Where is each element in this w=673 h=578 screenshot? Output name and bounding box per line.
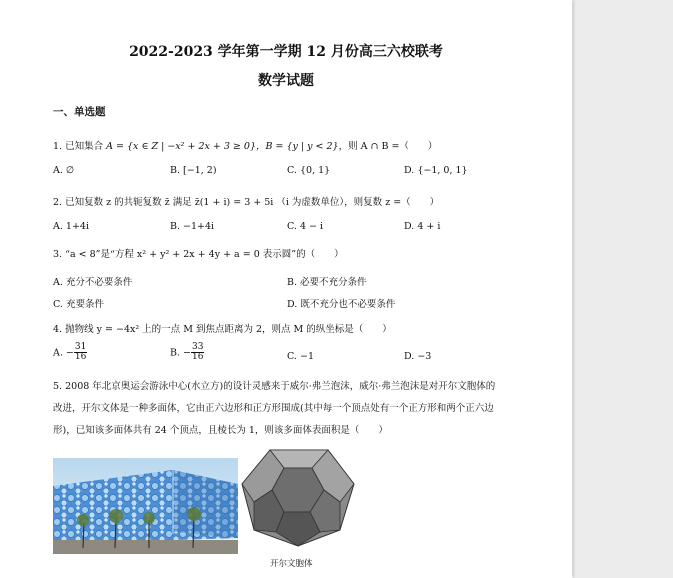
- option-b[interactable]: B. −1+4i: [170, 221, 215, 232]
- question-text: 抛物线 y = −4x² 上的一点 M 到焦点距离为 2，则点 M 的纵坐标是（ ）: [65, 324, 392, 335]
- option-b[interactable]: B. 必要不充分条件: [287, 277, 367, 288]
- water-cube-photo: [53, 458, 238, 554]
- set-a: A = {x ∈ Z | −x² + 2x + 3 ≥ 0}: [106, 141, 256, 152]
- set-b: ，B = {y | y < 2}: [256, 141, 339, 152]
- question-2: [53, 194, 439, 208]
- question-text: “a < 8”是“方程 x² + y² + 2x + 4y + a = 0 表示圆”的（ ）: [65, 249, 344, 260]
- option-c[interactable]: C. −1: [287, 351, 314, 362]
- question-number: 4.: [53, 324, 63, 335]
- exam-title: 2022-2023 学年第一学期 12 月份高三六校联考: [129, 44, 443, 60]
- option-c[interactable]: C. 充要条件: [53, 299, 104, 310]
- question-1: [53, 138, 437, 152]
- question-5-line-1: 5. 2008 年北京奥运会游泳中心(水立方)的设计灵感来于威尔·弗兰泡沫，威尔·弗兰泡沫是对开尔文胞体的: [53, 381, 496, 392]
- question-5-line-2: 改进，开尔文体是一种多面体，它由正六边形和正方形围成(其中每一个顶点处有一个正方形和两个正六边: [53, 403, 494, 414]
- question-number: 2.: [53, 197, 63, 208]
- option-c[interactable]: C. {0, 1}: [287, 165, 331, 176]
- question-text: 已知集合: [65, 141, 104, 152]
- option-d[interactable]: D. {−1, 0, 1}: [404, 165, 468, 176]
- option-a[interactable]: A. − $\frac{31}{16}$: [53, 342, 87, 363]
- figure-caption: 开尔文胞体: [270, 559, 313, 569]
- question-number: 1.: [53, 141, 63, 152]
- option-d[interactable]: D. −3: [404, 351, 432, 362]
- question-number: 5.: [53, 381, 63, 392]
- exam-subject-title: 数学试题: [258, 73, 314, 89]
- viewer-background: [573, 0, 673, 578]
- option-a[interactable]: A. 1+4i: [53, 221, 90, 232]
- option-a[interactable]: A. ∅: [53, 165, 75, 176]
- question-5-line-3: 形)，已知该多面体共有 24 个顶点，且棱长为 1，则该多面体表面积是（ ）: [53, 425, 388, 436]
- option-b[interactable]: B. − $\frac{33}{16}$: [170, 342, 204, 363]
- question-tail: ，则 A ∩ B =（ ）: [338, 141, 438, 152]
- kelvin-cell-figure: [240, 446, 358, 550]
- option-d[interactable]: D. 既不充分也不必要条件: [287, 299, 396, 310]
- option-d[interactable]: D. 4 + i: [404, 221, 441, 232]
- question-3: [53, 246, 344, 260]
- option-a[interactable]: A. 充分不必要条件: [53, 277, 133, 288]
- fraction: $\frac{31}{16}$: [74, 342, 87, 363]
- fraction: $\frac{33}{16}$: [192, 342, 204, 363]
- question-4: [53, 321, 392, 335]
- question-text: 已知复数 z 的共轭复数 z̄ 满足 z̄(1 + i) = 3 + 5i （i 为虚数单位），则复数 z =（ ）: [65, 197, 440, 208]
- section-heading: 一、单选题: [53, 106, 106, 118]
- question-number: 3.: [53, 249, 63, 260]
- option-c[interactable]: C. 4 − i: [287, 221, 324, 232]
- option-b[interactable]: B. [−1, 2): [170, 165, 217, 176]
